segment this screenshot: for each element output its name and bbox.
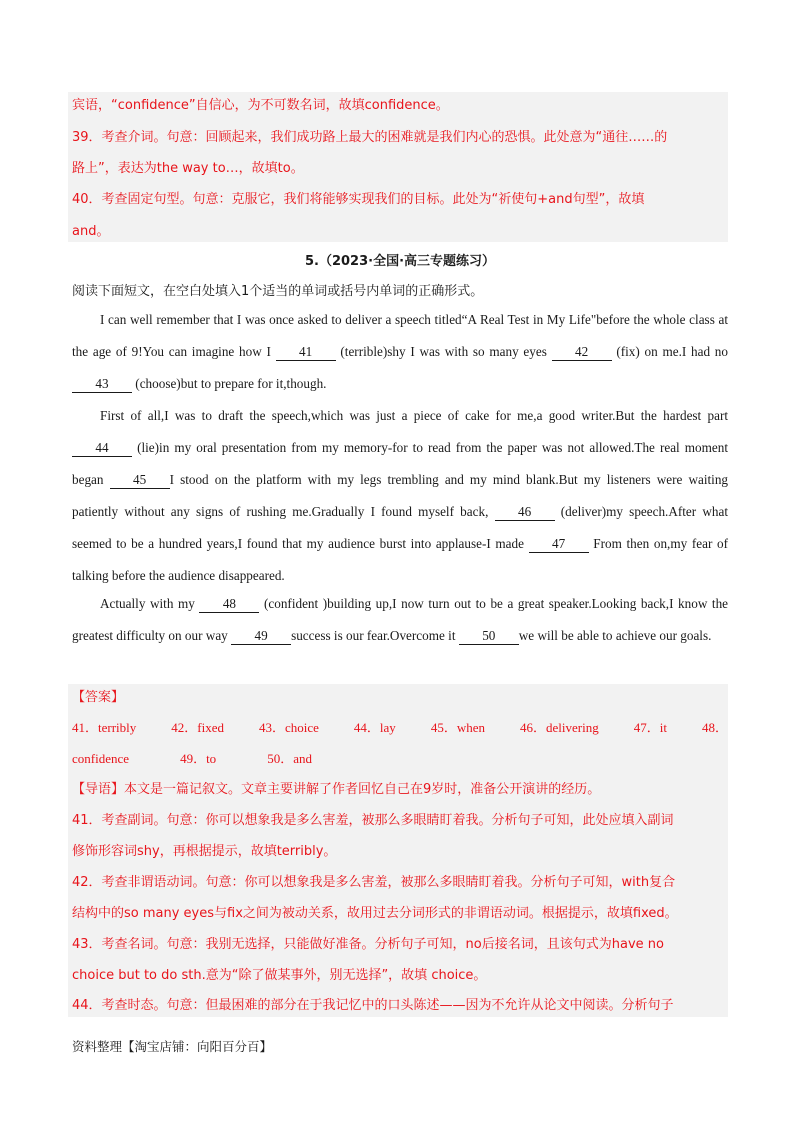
passage-paragraph-1: I can well remember that I was once asked to deliver a speech titled“A Real Test in My Life"before the whole class at the age of 9!You can imagine how I 41 (terrible)shy I was with so many eyes 42 (fix) on me.I had no43 (choose)but to prepare for it,though. [72,312,728,391]
explanation-line: 修饰形容词shy，再根据提示，故填terribly。 [72,844,337,859]
explanation-line: 39．考查介词。句意：回顾起来，我们成功路上最大的困难就是我们内心的恐惧。此处意为“通往……的 [72,130,668,145]
blank-46: 46 [495,504,555,521]
blank-43: 43 [72,376,132,393]
page-footer: 资料整理【淘宝店铺：向阳百分百】 [72,1039,273,1054]
explanation-line: 42．考查非谓语动词。句意：你可以想象我是多么害羞，被那么多眼睛盯着我。分析句子可知，with复合 [72,875,676,890]
answer-row-1 [72,718,728,738]
answer-item: 41．terribly [72,720,137,735]
explanation-line: and。 [72,224,110,239]
explanation-line: 路上”，表达为the way to…，故填to。 [72,161,304,176]
answer-item: 42．fixed [171,720,224,735]
explanation-line: choice but to do sth.意为“除了做某事外，别无选择”，故填 choice。 [72,968,487,983]
passage-paragraph-2: First of all,I was to draft the speech,which was just a piece of cake for me,a good writer.But the hardest part 44 (lie)in my oral presentation from my memory-for to read from the paper was not allowed.The real moment began 45 I stood on the platform with my legs trembling and my mind blank.But my listeners were waiting patiently without any signs of rushing me.Gradually I found myself back, 46 (deliver)my speech.After what seemed to be a hundred years,I found that my audience burst into applause-I made 47 From then on,my fear of talking before the audience disappeared. [72,408,729,583]
explanation-line: 结构中的so many eyes与fix之间为被动关系，故用过去分词形式的非谓语动词。根据提示，故填fixed。 [72,906,678,921]
answer-item: 46．delivering [519,720,599,735]
guide-text: 【导语】本文是一篇记叙文。文章主要讲解了作者回忆自己在9岁时，准备公开演讲的经历。 [72,782,601,797]
explanation-line: 40．考查固定句型。句意：克服它，我们将能够实现我们的目标。此处为“祈使句+and句型”，故填 [72,192,645,207]
blank-41: 41 [276,344,336,361]
question-instruction: 阅读下面短文，在空白处填入1个适当的单词或括号内单词的正确形式。 [72,284,484,299]
blank-49: 49 [231,628,291,645]
answer-item: 47．it [633,720,667,735]
answer-item: 50．and [267,751,312,766]
blank-47: 47 [529,536,589,553]
passage-paragraph-3: Actually with my 48 (confident )building up,I now turn out to be a great speaker.Looking back,I know the greatest difficulty on our way 49 success is our fear.Overcome it 50 we will be able to achieve our goals. [72,596,729,643]
blank-48: 48 [199,596,259,613]
answer-item: 48． [701,720,728,735]
answer-row-2 [72,749,312,769]
answer-item: confidence [72,751,130,766]
blank-45: 45 [110,472,170,489]
blank-42: 42 [552,344,612,361]
blank-44: 44 [72,440,132,457]
explanation-line: 44．考查时态。句意：但最困难的部分在于我记忆中的口头陈述——因为不允许从论文中阅读。分析句子 [72,998,674,1013]
explanation-line: 41．考查副词。句意：你可以想象我是多么害羞，被那么多眼睛盯着我。分析句子可知，此处应填入副词 [72,813,674,828]
answer-label: 【答案】 [72,690,125,705]
blank-50: 50 [459,628,519,645]
question-title: 5.（2023·全国·高三专题练习） [304,254,496,269]
answer-item: 44．lay [353,720,396,735]
answer-item: 43．choice [258,720,319,735]
answer-item: 45．when [430,720,485,735]
explanation-line: 宾语，“confidence”自信心，为不可数名词，故填confidence。 [72,98,449,113]
explanation-line: 43．考查名词。句意：我别无选择，只能做好准备。分析句子可知，no后接名词，且该句式为have no [72,937,664,952]
answer-item: 49．to [180,751,217,766]
